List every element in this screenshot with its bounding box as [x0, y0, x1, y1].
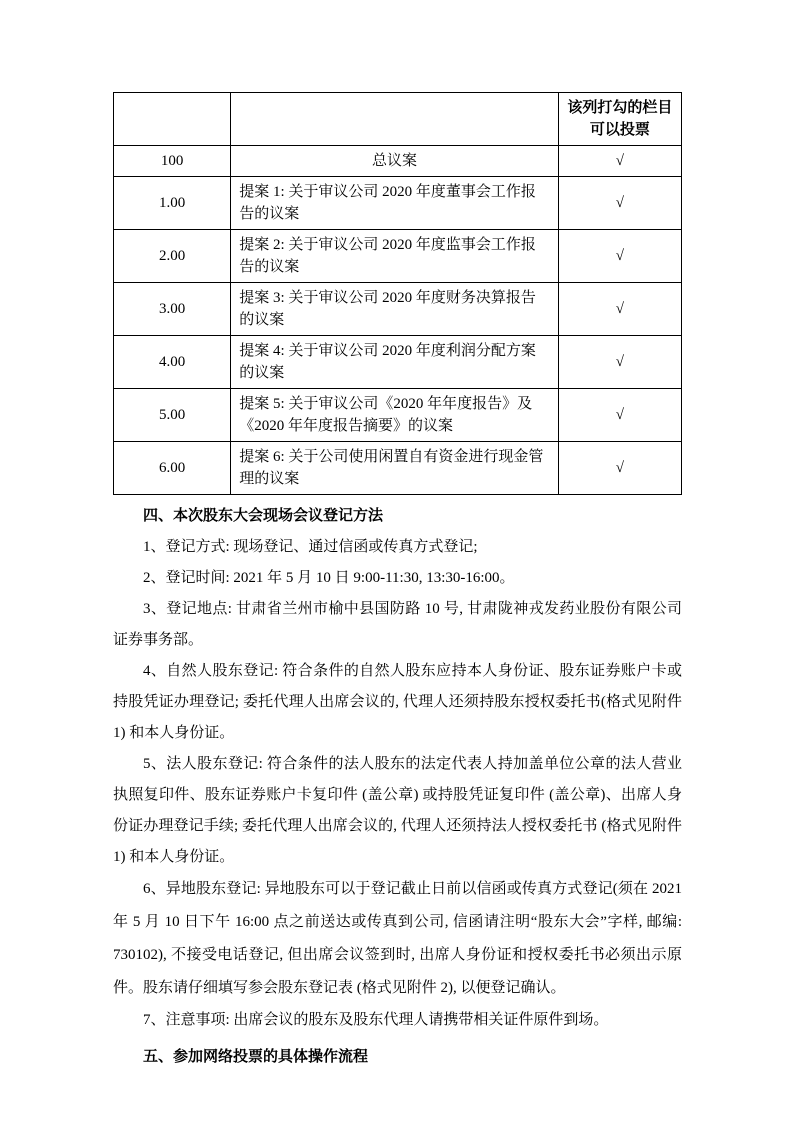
header-cell-proposal — [231, 93, 559, 146]
proposal-text-cell: 提案 6: 关于公司使用闲置自有资金进行现金管理的议案 — [231, 442, 559, 495]
table-row — [114, 336, 682, 389]
vote-checkmark: √ — [558, 177, 681, 230]
proposal-code-cell: 6.00 — [114, 442, 231, 495]
table-row — [114, 442, 682, 495]
proposal-code-cell: 1.00 — [114, 177, 231, 230]
vote-checkmark: √ — [558, 146, 681, 177]
proposal-text-cell: 提案 5: 关于审议公司《2020 年年度报告》及《2020 年年度报告摘要》的议案 — [231, 389, 559, 442]
table-row — [114, 230, 682, 283]
registration-section — [113, 501, 682, 1073]
vote-checkmark: √ — [558, 283, 681, 336]
proposal-text-cell: 提案 2: 关于审议公司 2020 年度监事会工作报告的议案 — [231, 230, 559, 283]
vote-checkmark: √ — [558, 389, 681, 442]
header-cell-vote: 该列打勾的栏目可以投票 — [558, 93, 681, 146]
table-row — [114, 177, 682, 230]
paragraph-registration-place: 3、登记地点: 甘肃省兰州市榆中县国防路 10 号, 甘肃陇神戎发药业股份有限公司证券事务部。 — [113, 601, 682, 648]
proposal-code-cell: 5.00 — [114, 389, 231, 442]
proposal-text-cell: 总议案 — [231, 146, 559, 177]
header-cell-code — [114, 93, 231, 146]
proposal-text-cell: 提案 3: 关于审议公司 2020 年度财务决算报告的议案 — [231, 283, 559, 336]
vote-checkmark: √ — [558, 230, 681, 283]
table-header-row — [114, 93, 682, 146]
section-heading-online-voting: 五、参加网络投票的具体操作流程 — [143, 1049, 369, 1065]
proposal-text-cell: 提案 4: 关于审议公司 2020 年度利润分配方案的议案 — [231, 336, 559, 389]
proposal-vote-table — [113, 92, 682, 495]
table-row — [114, 283, 682, 336]
vote-checkmark: √ — [558, 336, 681, 389]
table-row — [114, 389, 682, 442]
paragraph-legal-person: 5、法人股东登记: 符合条件的法人股东的法定代表人持加盖单位公章的法人营业执照复印件、股东证券账户卡复印件 (盖公章) 或持股凭证复印件 (盖公章)、出席人身份证办理登记手续; 委托代理人出席会议的, 代理人还须持法人授权委托书 (格式见附件 1) 和本人身份证。 — [113, 756, 682, 865]
section-heading-registration: 四、本次股东大会现场会议登记方法 — [143, 508, 384, 524]
table-row — [114, 146, 682, 177]
paragraph-notes: 7、注意事项: 出席会议的股东及股东代理人请携带相关证件原件到场。 — [143, 1012, 609, 1028]
proposal-code-cell: 100 — [114, 146, 231, 177]
paragraph-natural-person: 4、自然人股东登记: 符合条件的自然人股东应持本人身份证、股东证券账户卡或持股凭证办理登记; 委托代理人出席会议的, 代理人还须持股东授权委托书(格式见附件 1) 和本人身份证。 — [113, 663, 682, 741]
paragraph-registration-time: 2、登记时间: 2021 年 5 月 10 日 9:00-11:30, 13:30-16:00。 — [143, 570, 515, 586]
proposal-code-cell: 2.00 — [114, 230, 231, 283]
proposal-code-cell: 3.00 — [114, 283, 231, 336]
proposal-code-cell: 4.00 — [114, 336, 231, 389]
proposal-text-cell: 提案 1: 关于审议公司 2020 年度董事会工作报告的议案 — [231, 177, 559, 230]
vote-checkmark: √ — [558, 442, 681, 495]
paragraph-registration-method: 1、登记方式: 现场登记、通过信函或传真方式登记; — [143, 539, 478, 555]
paragraph-remote-shareholder: 6、异地股东登记: 异地股东可以于登记截止日前以信函或传真方式登记(须在 2021 年 5 月 10 日下午 16:00 点之前送达或传真到公司, 信函请注明“股东大会”字样, 邮编: 730102), 不接受电话登记, 但出席会议签到时, 出席人身份证和授权委托书必须出示原件。股东请仔细填写参会股东登记表 (格式见附件 2), 以便登记确认。 — [113, 881, 682, 996]
